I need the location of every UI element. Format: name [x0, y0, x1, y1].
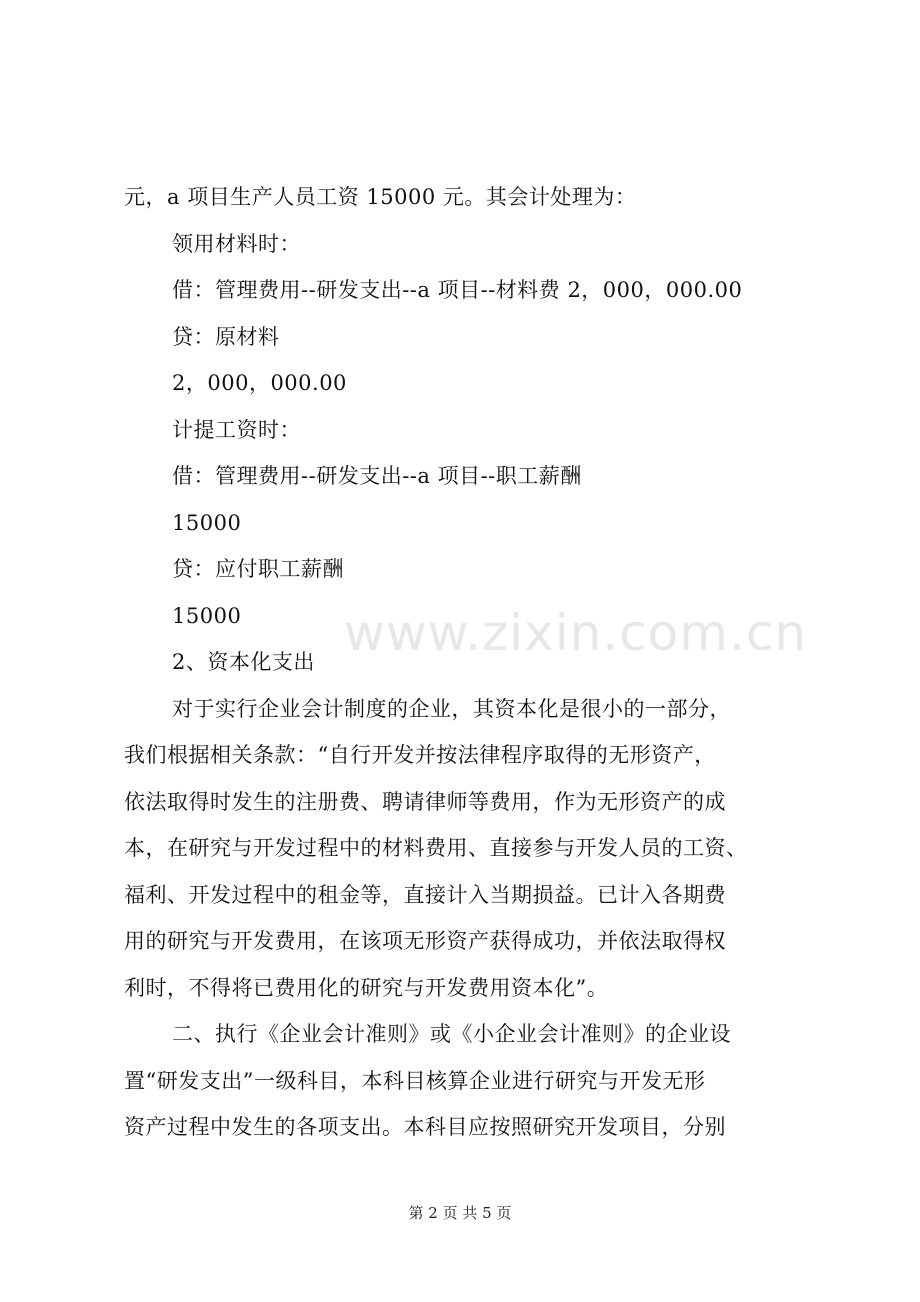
body-line: 本，在研究与开发过程中的材料费用、直接参与开发人员的工资、 — [124, 836, 748, 860]
body-line: 15000 — [172, 603, 242, 628]
body-line: 领用材料时： — [172, 231, 301, 256]
body-line: 对于实行企业会计制度的企业，其资本化是很小的一部分， — [172, 696, 731, 721]
body-line: 我们根据相关条款：“自行开发并按法律程序取得的无形资产， — [124, 743, 716, 767]
body-line: 2，000，000.00 — [172, 371, 347, 395]
body-line: 借：管理费用--研发支出--a 项目--职工薪酬 — [172, 464, 582, 488]
body-line: 用的研究与开发费用，在该项无形资产获得成功，并依法取得权 — [124, 929, 726, 953]
page-number: 第 2 页 共 5 页 — [408, 1204, 512, 1222]
section-heading: 2、资本化支出 — [172, 650, 315, 674]
watermark: www.zixin.com.cn — [344, 604, 808, 662]
body-line: 15000 — [172, 510, 242, 535]
body-line: 二、执行《企业会计准则》或《小企业会计准则》的企业设 — [172, 1022, 731, 1046]
body-line: 元，a 项目生产人员工资 15000 元。其会计处理为： — [124, 185, 637, 209]
body-line: 福利、开发过程中的租金等，直接计入当期损益。已计入各期费 — [124, 882, 726, 907]
body-line: 置“研发支出”一级科目，本科目核算企业进行研究与开发无形 — [124, 1068, 706, 1093]
body-line: 依法取得时发生的注册费、聘请律师等费用，作为无形资产的成 — [124, 789, 726, 814]
body-line: 贷：原材料 — [172, 324, 280, 349]
body-line: 计提工资时： — [172, 417, 301, 442]
document-body — [124, 174, 804, 1151]
body-line: 资产过程中发生的各项支出。本科目应按照研究开发项目，分别 — [124, 1115, 726, 1139]
body-line: 利时，不得将已费用化的研究与开发费用资本化”。 — [124, 975, 609, 1000]
body-line: 贷：应付职工薪酬 — [172, 557, 344, 581]
body-line: 借：管理费用--研发支出--a 项目--材料费 2，000，000.00 — [172, 278, 743, 302]
